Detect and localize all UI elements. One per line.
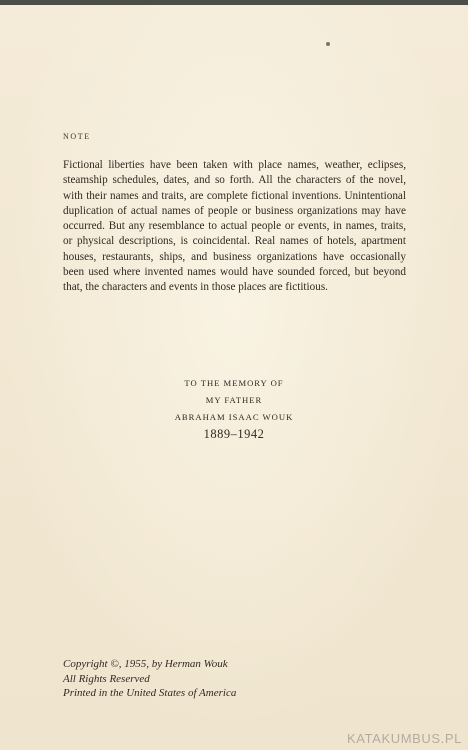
dedication (134, 375, 334, 443)
printed-line: Printed in the United States of America (63, 687, 237, 699)
dedication-line-1: TO THE MEMORY OF (184, 378, 284, 388)
dedication-line-2: MY FATHER (205, 395, 263, 405)
dedication-line-3: ABRAHAM ISAAC WOUK (174, 412, 294, 422)
copyright-line: Copyright ©, 1955, by Herman Wouk (63, 658, 228, 670)
note-heading: NOTE (63, 132, 91, 141)
note-body: Fictional liberties have been taken with place names, weather, eclipses, steamship schedules, dates, and so forth. All the characters of the novel, with their names and traits, are complete fictional inventions. Unintentional duplication of actual names of people or business organizations may have occurred. But any resemblance to actual people or events, in names, traits, or physical descriptions, is coincidental. Real names of hotels, apartment houses, restaurants, ships, and business organizations have occasionally been used where invented names would have sounded forced, but beyond that, the characters and events in those places are fictitious. (63, 159, 406, 294)
copyright-block (63, 657, 236, 701)
watermark: KATAKUMBUS.PL (347, 731, 462, 746)
dedication-years: 1889–1942 (203, 427, 265, 441)
paper-speck (326, 42, 330, 46)
rights-line: All Rights Reserved (63, 672, 150, 685)
top-cover-edge (0, 0, 468, 5)
